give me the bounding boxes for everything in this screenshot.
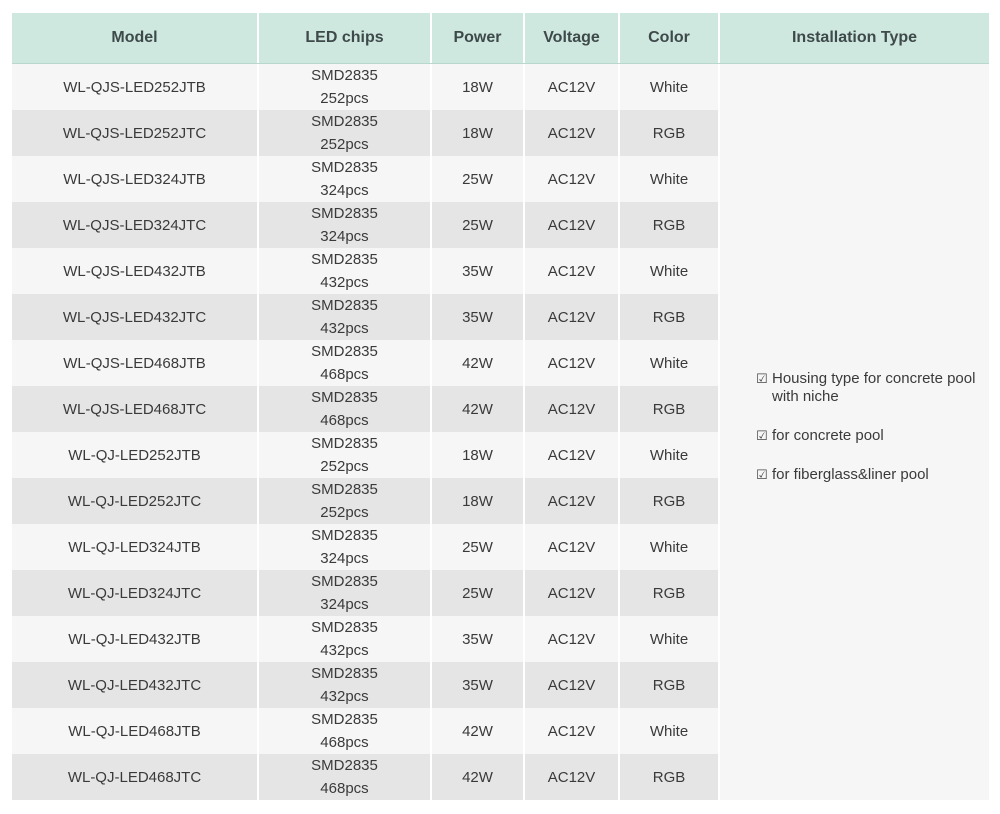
cell-led-chips xyxy=(259,156,432,202)
chip-quantity: 324pcs xyxy=(320,228,369,245)
cell-voltage: AC12V xyxy=(525,248,620,294)
cell-power: 25W xyxy=(432,202,525,248)
cell-led-chips xyxy=(259,340,432,386)
cell-voltage: AC12V xyxy=(525,386,620,432)
checkbox-checked-icon: ☑ xyxy=(756,371,768,386)
header-power: Power xyxy=(432,13,525,63)
table-row xyxy=(12,386,720,432)
table-row xyxy=(12,432,720,478)
cell-model: WL-QJS-LED252JTB xyxy=(12,64,259,110)
cell-led-chips xyxy=(259,64,432,110)
cell-color: White xyxy=(620,524,720,570)
table-row xyxy=(12,340,720,386)
table-row xyxy=(12,708,720,754)
cell-power: 25W xyxy=(432,156,525,202)
cell-led-chips xyxy=(259,386,432,432)
cell-model: WL-QJS-LED252JTC xyxy=(12,110,259,156)
cell-voltage: AC12V xyxy=(525,202,620,248)
cell-power: 35W xyxy=(432,294,525,340)
chip-quantity: 432pcs xyxy=(320,688,369,705)
chip-quantity: 252pcs xyxy=(320,504,369,521)
cell-power: 42W xyxy=(432,754,525,800)
chip-quantity: 324pcs xyxy=(320,596,369,613)
cell-led-chips xyxy=(259,616,432,662)
table-row xyxy=(12,294,720,340)
cell-model: WL-QJS-LED432JTC xyxy=(12,294,259,340)
chip-quantity: 252pcs xyxy=(320,136,369,153)
table-row xyxy=(12,570,720,616)
cell-led-chips xyxy=(259,248,432,294)
cell-voltage: AC12V xyxy=(525,754,620,800)
cell-led-chips xyxy=(259,754,432,800)
installation-type-cell xyxy=(720,64,989,800)
table-row xyxy=(12,202,720,248)
chip-quantity: 468pcs xyxy=(320,366,369,383)
chip-quantity: 468pcs xyxy=(320,412,369,429)
header-color: Color xyxy=(620,13,720,63)
cell-model: WL-QJS-LED432JTB xyxy=(12,248,259,294)
cell-color: White xyxy=(620,64,720,110)
chip-quantity: 432pcs xyxy=(320,274,369,291)
cell-power: 42W xyxy=(432,340,525,386)
cell-model: WL-QJS-LED468JTC xyxy=(12,386,259,432)
chip-type: SMD2835 xyxy=(311,481,378,498)
cell-color: RGB xyxy=(620,478,720,524)
cell-power: 42W xyxy=(432,386,525,432)
cell-voltage: AC12V xyxy=(525,524,620,570)
cell-led-chips xyxy=(259,432,432,478)
chip-type: SMD2835 xyxy=(311,665,378,682)
chip-type: SMD2835 xyxy=(311,297,378,314)
cell-model: WL-QJ-LED324JTC xyxy=(12,570,259,616)
cell-power: 25W xyxy=(432,524,525,570)
installation-text: for fiberglass&liner pool xyxy=(772,466,929,483)
cell-power: 18W xyxy=(432,64,525,110)
cell-power: 18W xyxy=(432,432,525,478)
cell-color: RGB xyxy=(620,570,720,616)
cell-power: 35W xyxy=(432,616,525,662)
cell-model: WL-QJ-LED468JTB xyxy=(12,708,259,754)
table-row xyxy=(12,478,720,524)
header-voltage: Voltage xyxy=(525,13,620,63)
cell-voltage: AC12V xyxy=(525,340,620,386)
chip-type: SMD2835 xyxy=(311,67,378,84)
installation-item xyxy=(756,466,976,484)
cell-voltage: AC12V xyxy=(525,432,620,478)
chip-type: SMD2835 xyxy=(311,711,378,728)
chip-type: SMD2835 xyxy=(311,573,378,590)
cell-color: RGB xyxy=(620,662,720,708)
chip-type: SMD2835 xyxy=(311,527,378,544)
cell-color: RGB xyxy=(620,386,720,432)
header-installation-type: Installation Type xyxy=(791,29,918,46)
cell-voltage: AC12V xyxy=(525,64,620,110)
checkbox-checked-icon: ☑ xyxy=(756,428,768,443)
chip-type: SMD2835 xyxy=(311,343,378,360)
table-row xyxy=(12,248,720,294)
chip-type: SMD2835 xyxy=(311,251,378,268)
table-row xyxy=(12,524,720,570)
cell-model: WL-QJS-LED468JTB xyxy=(12,340,259,386)
cell-model: WL-QJ-LED324JTB xyxy=(12,524,259,570)
chip-quantity: 432pcs xyxy=(320,320,369,337)
cell-power: 18W xyxy=(432,478,525,524)
cell-color: White xyxy=(620,616,720,662)
cell-model: WL-QJS-LED324JTC xyxy=(12,202,259,248)
cell-led-chips xyxy=(259,662,432,708)
chip-quantity: 324pcs xyxy=(320,182,369,199)
spec-table xyxy=(12,13,989,800)
chip-type: SMD2835 xyxy=(311,619,378,636)
table-body xyxy=(12,64,720,800)
table-row xyxy=(12,64,720,110)
chip-quantity: 468pcs xyxy=(320,780,369,797)
cell-model: WL-QJS-LED324JTB xyxy=(12,156,259,202)
installation-item xyxy=(756,370,976,406)
cell-color: RGB xyxy=(620,294,720,340)
cell-led-chips xyxy=(259,708,432,754)
chip-type: SMD2835 xyxy=(311,435,378,452)
chip-type: SMD2835 xyxy=(311,113,378,130)
cell-power: 35W xyxy=(432,662,525,708)
cell-color: RGB xyxy=(620,110,720,156)
cell-color: RGB xyxy=(620,202,720,248)
cell-color: RGB xyxy=(620,754,720,800)
cell-color: White xyxy=(620,432,720,478)
table-row xyxy=(12,156,720,202)
cell-model: WL-QJ-LED432JTC xyxy=(12,662,259,708)
installation-item xyxy=(756,427,976,445)
table-header xyxy=(12,13,989,64)
installation-text: for concrete pool xyxy=(772,427,884,444)
cell-voltage: AC12V xyxy=(525,708,620,754)
cell-model: WL-QJ-LED252JTB xyxy=(12,432,259,478)
header-model: Model xyxy=(12,13,259,63)
cell-color: White xyxy=(620,156,720,202)
chip-type: SMD2835 xyxy=(311,205,378,222)
chip-quantity: 432pcs xyxy=(320,642,369,659)
table-row xyxy=(12,754,720,800)
cell-model: WL-QJ-LED468JTC xyxy=(12,754,259,800)
cell-led-chips xyxy=(259,202,432,248)
chip-type: SMD2835 xyxy=(311,389,378,406)
chip-quantity: 252pcs xyxy=(320,90,369,107)
cell-model: WL-QJ-LED432JTB xyxy=(12,616,259,662)
cell-led-chips xyxy=(259,570,432,616)
cell-power: 35W xyxy=(432,248,525,294)
cell-voltage: AC12V xyxy=(525,478,620,524)
chip-quantity: 468pcs xyxy=(320,734,369,751)
cell-led-chips xyxy=(259,524,432,570)
cell-voltage: AC12V xyxy=(525,662,620,708)
table-row xyxy=(12,616,720,662)
cell-led-chips xyxy=(259,110,432,156)
cell-voltage: AC12V xyxy=(525,294,620,340)
cell-color: White xyxy=(620,340,720,386)
header-led-chips: LED chips xyxy=(259,13,432,63)
cell-led-chips xyxy=(259,294,432,340)
cell-power: 18W xyxy=(432,110,525,156)
installation-text: Housing type for concrete pool with niche xyxy=(772,370,976,405)
cell-voltage: AC12V xyxy=(525,570,620,616)
cell-voltage: AC12V xyxy=(525,616,620,662)
cell-color: White xyxy=(620,708,720,754)
chip-quantity: 324pcs xyxy=(320,550,369,567)
table-row xyxy=(12,662,720,708)
cell-voltage: AC12V xyxy=(525,156,620,202)
cell-model: WL-QJ-LED252JTC xyxy=(12,478,259,524)
chip-type: SMD2835 xyxy=(311,757,378,774)
table-row xyxy=(12,110,720,156)
cell-color: White xyxy=(620,248,720,294)
cell-power: 42W xyxy=(432,708,525,754)
chip-quantity: 252pcs xyxy=(320,458,369,475)
cell-led-chips xyxy=(259,478,432,524)
cell-power: 25W xyxy=(432,570,525,616)
cell-voltage: AC12V xyxy=(525,110,620,156)
checkbox-checked-icon: ☑ xyxy=(756,467,768,482)
installation-list xyxy=(756,370,976,484)
chip-type: SMD2835 xyxy=(311,159,378,176)
